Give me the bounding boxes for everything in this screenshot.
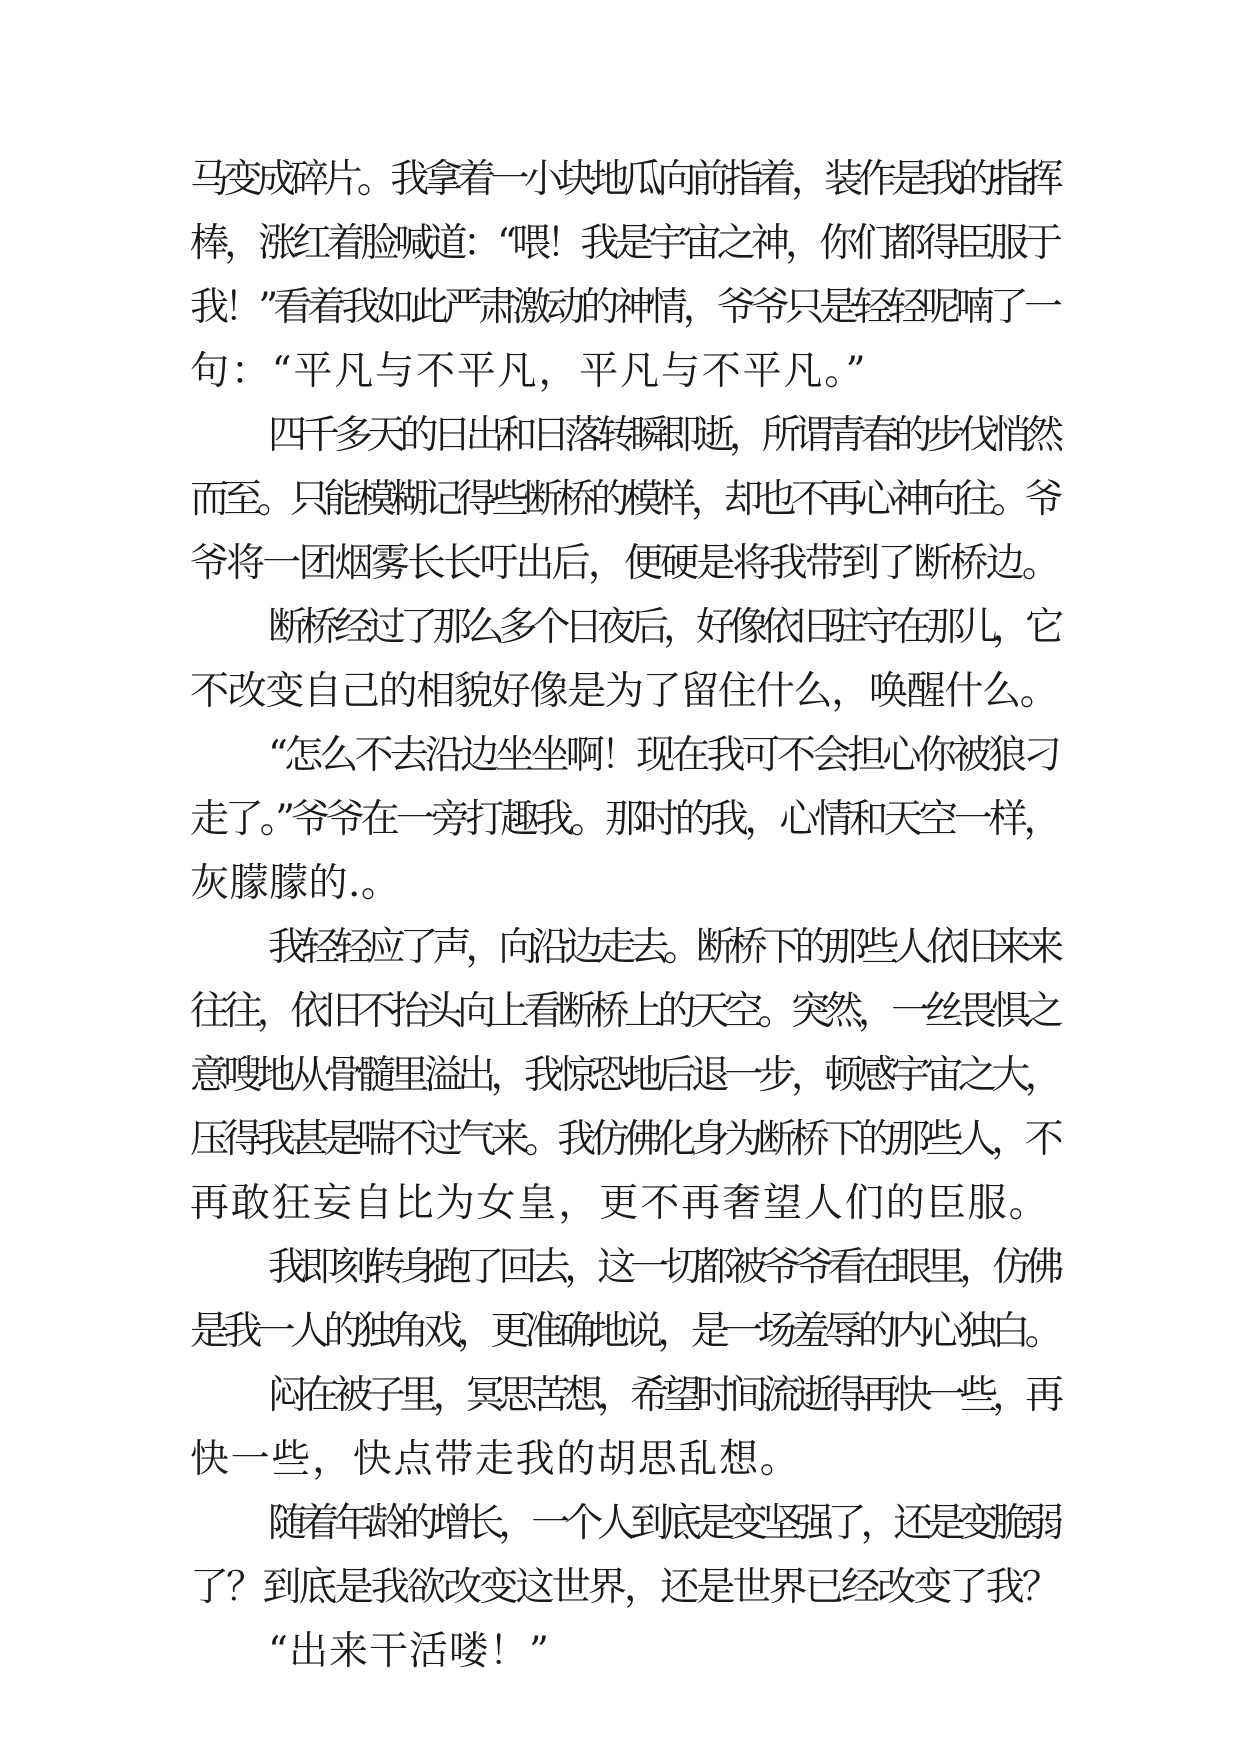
text-line: 是我一人的独角戏，更准确地说，是一场羞辱的内心独白。	[190, 1309, 1059, 1354]
text-line: 不改变自己的相貌好像是为了留住什么，唤醒什么。	[190, 669, 1058, 714]
text-line: 闷在被子里，冥思苦想，希望时间流逝得再快一些，再	[268, 1373, 1059, 1418]
text-line: 四千多天的日出和日落转瞬即逝，所谓青春的步伐悄然	[268, 413, 1059, 458]
text-line: “怎么不去沿边坐坐啊！现在我可不会担心你被狼刁	[268, 733, 1059, 778]
text-line: 随着年龄的增长，一个人到底是变坚强了，还是变脆弱	[268, 1501, 1059, 1546]
text-line: 句：“平凡与不平凡，平凡与不平凡。”	[190, 349, 868, 394]
text-line: 我轻轻应了声，向沿边走去。断桥下的那些人依旧来来	[268, 925, 1059, 970]
text-line: 我！”看着我如此严肃激动的神情，爷爷只是轻轻呢喃了一	[190, 285, 1058, 330]
text-line: 走了。”爷爷在一旁打趣我。那时的我，心情和天空一样，	[190, 797, 1059, 842]
text-line: 快一些，快点带走我的胡思乱想。	[190, 1437, 801, 1482]
text-line: 意嗖地从骨髓里溢出，我惊恐地后退一步，顿感宇宙之大，	[190, 1053, 1059, 1098]
text-line: 了？到底是我欲改变这世界，还是世界已经改变了我？	[190, 1565, 1059, 1610]
text-line: 再敢狂妄自比为女皇，更不再奢望人们的臣服。	[190, 1181, 1050, 1226]
text-line: 我即刻转身跑了回去，这一切都被爷爷看在眼里，仿佛	[268, 1245, 1059, 1290]
text-line: 灰朦朦的.。	[190, 861, 401, 906]
text-line: 压得我甚是喘不过气来。我仿佛化身为断桥下的那些人，不	[190, 1117, 1059, 1162]
text-line: 棒，涨红着脸喊道：“喂！我是宇宙之神，你们都得臣服于	[190, 221, 1058, 266]
body-text	[190, 148, 1070, 1684]
text-line: 断桥经过了那么多个日夜后，好像依旧驻守在那儿，它	[268, 605, 1059, 650]
text-line: 爷将一团烟雾长长吁出后，便硬是将我带到了断桥边。	[190, 541, 1059, 586]
text-line: 而至。只能模糊记得些断桥的模样，却也不再心神向往。爷	[190, 477, 1059, 522]
text-line: 马变成碎片。我拿着一小块地瓜向前指着，装作是我的指挥	[190, 157, 1059, 202]
text-line: 往往，依旧不抬头向上看断桥上的天空。突然，一丝畏惧之	[190, 989, 1059, 1034]
text-line: “出来干活喽！”	[268, 1629, 550, 1674]
